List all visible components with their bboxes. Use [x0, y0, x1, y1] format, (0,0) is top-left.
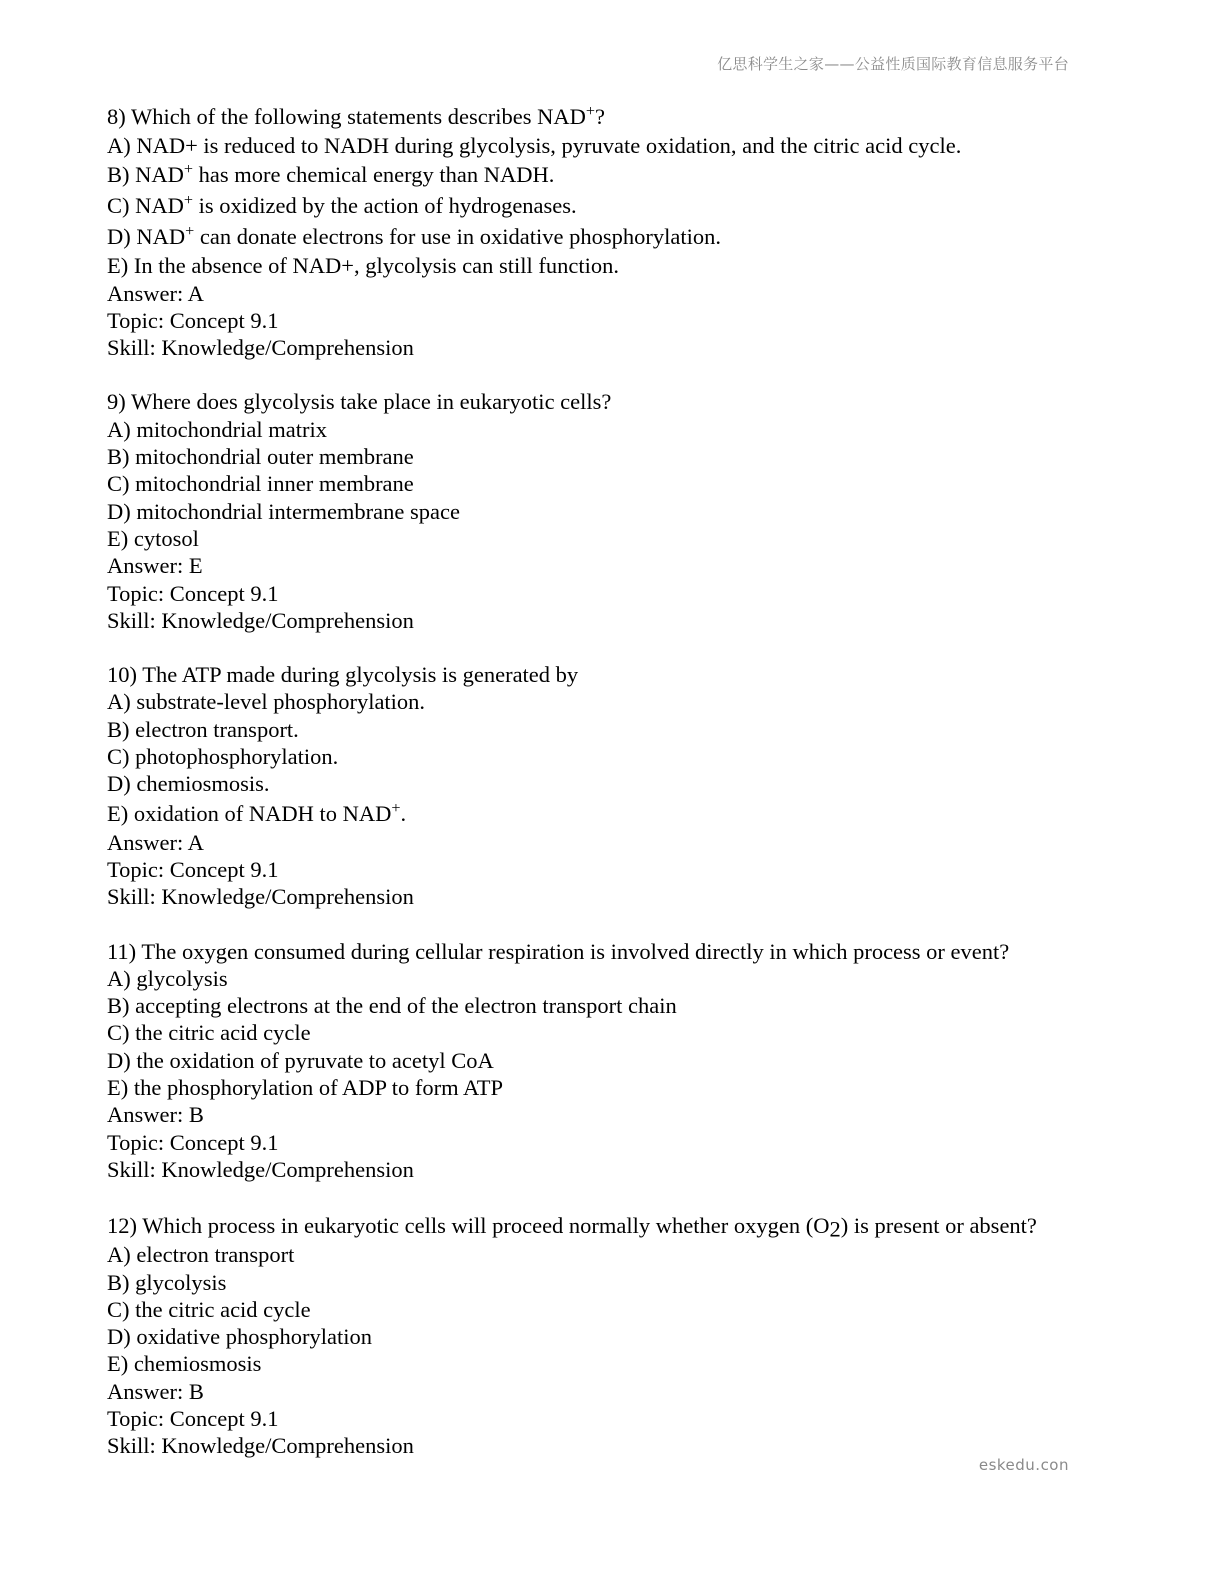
topic: Topic: Concept 9.1: [107, 856, 279, 882]
option-d: D) mitochondrial intermembrane space: [107, 498, 460, 524]
option-e: E) cytosol: [107, 525, 199, 551]
option-d-end: can donate electrons for use in oxidative phosphorylation.: [194, 224, 721, 250]
subscript: 2: [829, 1216, 841, 1242]
topic: Topic: Concept 9.1: [107, 1129, 279, 1155]
question-text: 10) The ATP made during glycolysis is generated by: [107, 662, 579, 688]
option-a: A) glycolysis: [107, 965, 228, 991]
answer: Answer: B: [107, 1102, 204, 1128]
topic: Topic: Concept 9.1: [107, 307, 279, 333]
question-text: 11) The oxygen consumed during cellular respiration is involved directly in which process or event?: [107, 938, 1010, 964]
option-d: D) chemiosmosis.: [107, 771, 270, 797]
page-header: 亿思科学生之家——公益性质国际教育信息服务平台: [717, 55, 1069, 73]
skill: Skill: Knowledge/Comprehension: [107, 1156, 414, 1182]
question-9: [107, 388, 1117, 634]
question-text-end: ) is present or absent?: [840, 1213, 1037, 1239]
option-c-end: is oxidized by the action of hydrogenases.: [193, 193, 577, 219]
superscript: +: [185, 222, 195, 241]
option-e-end: .: [400, 800, 407, 826]
option-a: A) mitochondrial matrix: [107, 416, 327, 442]
superscript: +: [183, 160, 194, 179]
option-c-start: C) NAD: [107, 193, 184, 219]
option-d: D) oxidative phosphorylation: [107, 1324, 372, 1350]
question-8: [107, 101, 1117, 361]
option-c: C) photophosphorylation.: [107, 744, 339, 770]
topic: Topic: Concept 9.1: [107, 1405, 279, 1431]
option-b-end: has more chemical energy than NADH.: [193, 162, 555, 188]
option-c: C) mitochondrial inner membrane: [107, 471, 414, 497]
document-body: [107, 101, 1117, 1487]
option-c: C) the citric acid cycle: [107, 1020, 311, 1046]
topic: Topic: Concept 9.1: [107, 580, 279, 606]
answer: Answer: A: [107, 829, 204, 855]
superscript: +: [585, 101, 595, 120]
question-text-start: 12) Which process in eukaryotic cells will proceed normally whether oxygen (O: [107, 1213, 830, 1239]
superscript: +: [183, 191, 194, 210]
skill: Skill: Knowledge/Comprehension: [107, 1433, 414, 1459]
option-c: C) the citric acid cycle: [107, 1296, 311, 1322]
question-text-start: 8) Which of the following statements describes NAD: [107, 104, 586, 129]
option-a: A) NAD+ is reduced to NADH during glycolysis, pyruvate oxidation, and the citric acid cycle.: [107, 133, 962, 158]
option-e: E) the phosphorylation of ADP to form ATP: [107, 1075, 504, 1101]
option-e: E) In the absence of NAD+, glycolysis can still function.: [107, 253, 619, 279]
question-text: [107, 1210, 1117, 1241]
skill: Skill: Knowledge/Comprehension: [107, 607, 414, 633]
superscript: +: [391, 798, 401, 817]
option-a: A) electron transport: [107, 1242, 295, 1268]
answer: Answer: E: [107, 553, 203, 579]
page-footer: eskedu.con: [978, 1456, 1069, 1474]
option-b: [107, 159, 1117, 190]
question-text: [107, 101, 1117, 132]
skill: Skill: Knowledge/Comprehension: [107, 335, 414, 361]
option-d: D) the oxidation of pyruvate to acetyl CoA: [107, 1047, 494, 1073]
option-b: B) mitochondrial outer membrane: [107, 444, 414, 470]
option-b: B) glycolysis: [107, 1269, 227, 1295]
option-a: A) substrate-level phosphorylation.: [107, 689, 426, 715]
question-text-end: ?: [595, 104, 605, 129]
option-e-start: E) oxidation of NADH to NAD: [107, 800, 392, 826]
question-text: 9) Where does glycolysis take place in eukaryotic cells?: [107, 389, 612, 415]
option-b: B) electron transport.: [107, 716, 299, 742]
option-d-start: D) NAD: [107, 224, 186, 250]
question-10: [107, 661, 1117, 910]
option-b-start: B) NAD: [107, 162, 184, 188]
question-12: [107, 1210, 1117, 1459]
option-d: [107, 221, 1117, 252]
option-e: [107, 798, 1117, 829]
option-e: E) chemiosmosis: [107, 1351, 262, 1377]
answer: Answer: A: [107, 280, 204, 306]
question-11: [107, 938, 1117, 1184]
answer: Answer: B: [107, 1378, 204, 1404]
option-b: B) accepting electrons at the end of the electron transport chain: [107, 993, 677, 1019]
option-c: [107, 190, 1117, 221]
skill: Skill: Knowledge/Comprehension: [107, 884, 414, 910]
